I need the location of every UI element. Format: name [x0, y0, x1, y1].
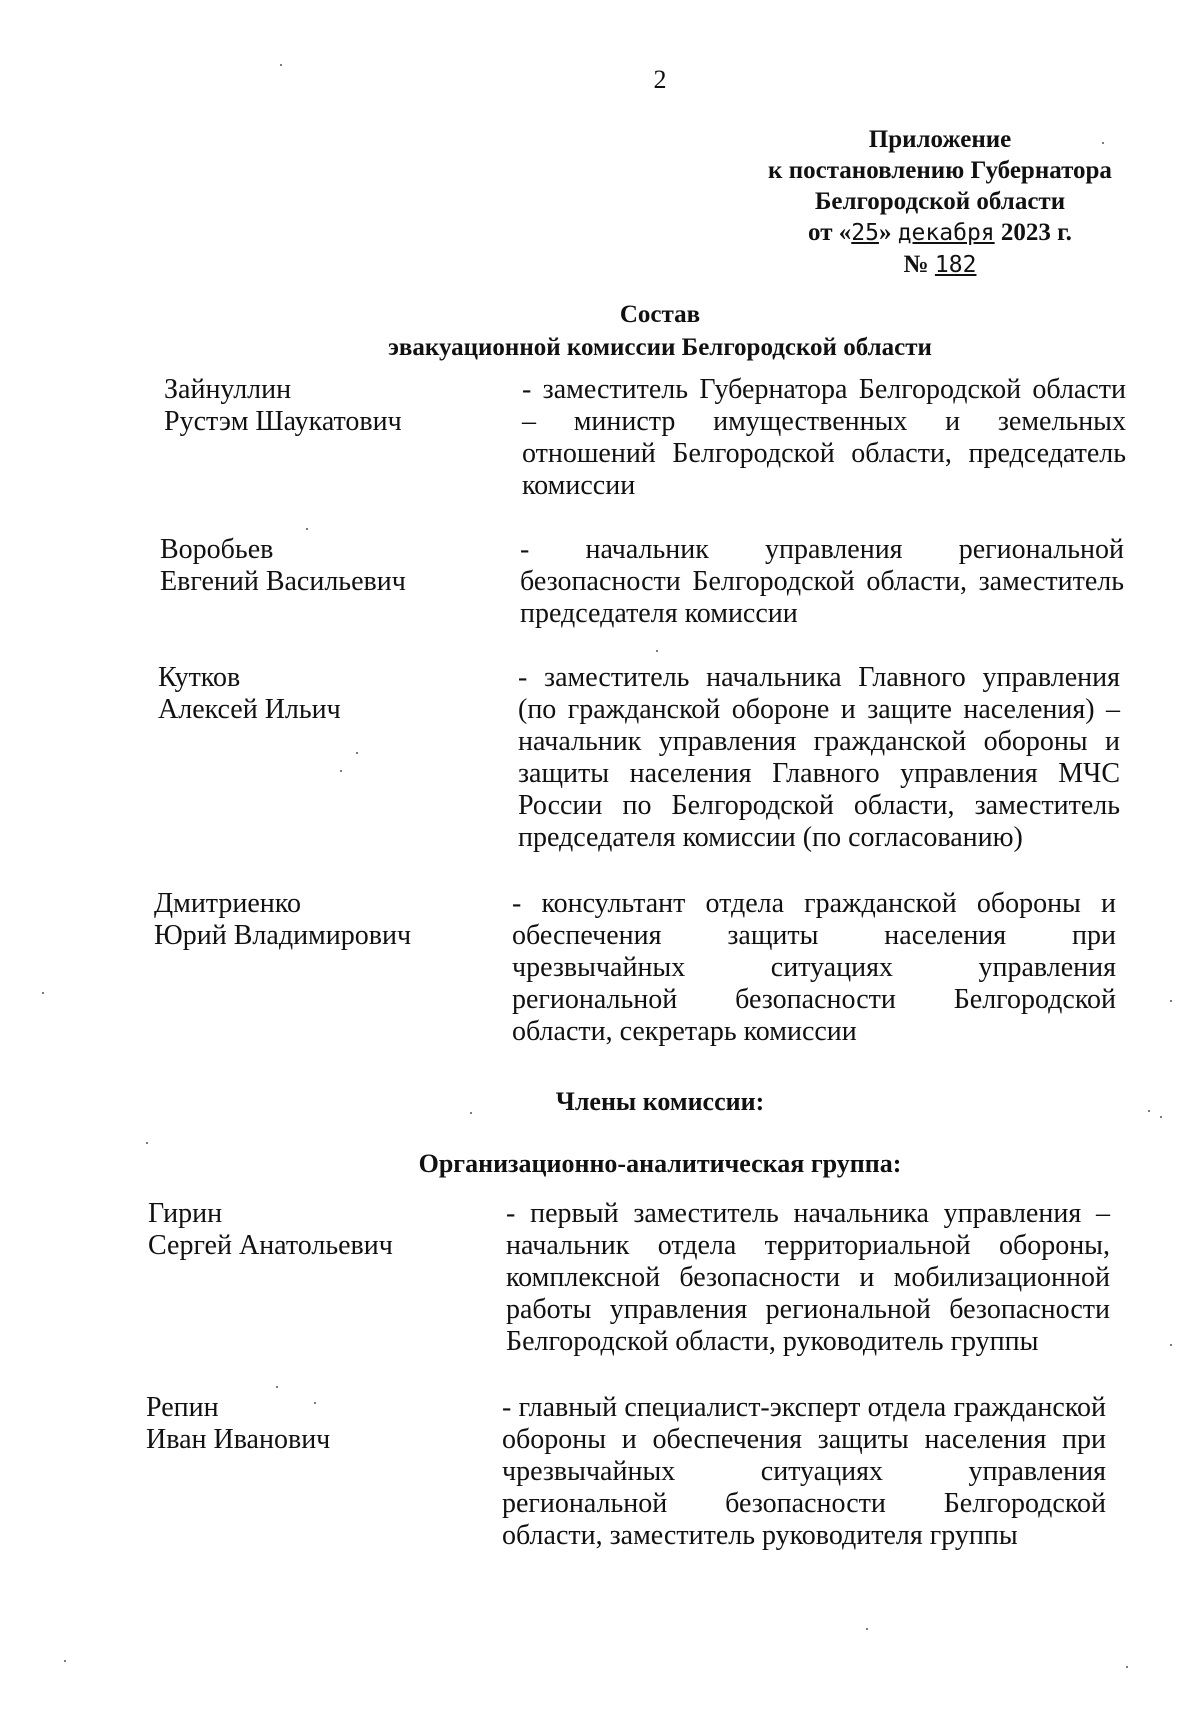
scan-speck — [866, 1628, 868, 1630]
person-given-names: Иван Иванович — [146, 1424, 331, 1455]
scan-speck — [356, 752, 358, 754]
scan-speck — [340, 770, 342, 772]
person-given-names: Сергей Анатольевич — [148, 1230, 393, 1261]
person-name — [164, 374, 402, 438]
scan-speck — [1148, 1110, 1150, 1112]
scan-speck — [656, 650, 658, 652]
person-given-names: Евгений Васильевич — [160, 566, 406, 597]
person-role: - главный специалист-эксперт отдела гражданской обороны и обеспечения защиты населения при чрезвычайных ситуациях управления региональной безопасности Белгородской области, заместитель руководителя группы — [502, 1392, 1106, 1551]
appendix-number — [740, 249, 1140, 281]
person-name — [146, 1392, 330, 1456]
scan-speck — [470, 1112, 472, 1114]
scan-speck — [314, 1402, 316, 1404]
person-role: - первый заместитель начальника управления – начальник отдела территориальной обороны, комплексной безопасности и мобилизационной работы управления региональной безопасности Белгородской области, руководитель группы — [506, 1198, 1110, 1357]
scan-speck — [42, 992, 44, 994]
scan-speck — [1126, 1666, 1128, 1668]
person-role: - заместитель начальника Главного управления (по гражданской обороне и защите населения) – начальник управления гражданской обороны и защиты населения Главного управления МЧС России по Белгородской области, заместитель председателя комиссии (по согласованию) — [518, 662, 1120, 853]
person-role: - консультант отдела гражданской обороны и обеспечения защиты населения при чрезвычайных ситуациях управления региональной безопасности Белгородской области, секретарь комиссии — [512, 888, 1116, 1047]
date-prefix: от « — [808, 219, 852, 246]
person-surname: Гирин — [148, 1198, 223, 1229]
decree-number: 182 — [934, 252, 977, 278]
scan-speck — [276, 1386, 278, 1388]
date-mid: » — [878, 219, 898, 246]
appendix-region: Белгородской области — [814, 188, 1066, 215]
person-surname: Воробьев — [160, 534, 274, 565]
appendix-header — [740, 124, 1140, 281]
appendix-date — [740, 217, 1140, 249]
members-heading: Члены комиссии: — [555, 1087, 765, 1116]
person-surname: Дмитриенко — [154, 888, 301, 919]
person-role: - заместитель Губернатора Белгородской области – министр имущественных и земельных отношений Белгородской области, председатель комиссии — [522, 374, 1126, 501]
person-surname: Зайнуллин — [164, 374, 292, 405]
person-surname: Репин — [146, 1392, 219, 1423]
person-role: - начальник управления региональной безопасности Белгородской области, заместитель председателя комиссии — [520, 534, 1124, 629]
scan-speck — [1160, 1116, 1162, 1118]
date-year: 2023 г. — [994, 219, 1072, 246]
person-surname: Кутков — [158, 662, 241, 693]
date-day: 25 — [851, 220, 879, 246]
person-given-names: Рустэм Шаукатович — [164, 406, 402, 437]
person-name — [158, 662, 341, 726]
scan-speck — [1170, 1000, 1172, 1002]
appendix-decree: к постановлению Губернатора — [768, 157, 1112, 184]
person-name — [160, 534, 406, 598]
scan-speck — [64, 1660, 66, 1662]
page-number: 2 — [653, 65, 667, 94]
person-name — [154, 888, 411, 952]
scan-speck — [1170, 1344, 1172, 1346]
person-given-names: Юрий Владимирович — [154, 920, 412, 951]
date-month: декабря — [897, 220, 995, 246]
scan-speck — [306, 528, 308, 530]
title-line-2: эвакуационной комиссии Белгородской области — [388, 334, 932, 361]
person-name — [148, 1198, 393, 1262]
document-title — [0, 298, 1200, 364]
person-given-names: Алексей Ильич — [158, 694, 341, 725]
scan-speck — [280, 64, 282, 66]
number-prefix: № — [903, 251, 935, 278]
appendix-title: Приложение — [868, 126, 1012, 153]
group-heading: Организационно-аналитическая группа: — [418, 1149, 902, 1178]
title-line-1: Состав — [619, 301, 701, 328]
scan-speck — [146, 1142, 148, 1144]
scan-speck — [1102, 142, 1104, 144]
